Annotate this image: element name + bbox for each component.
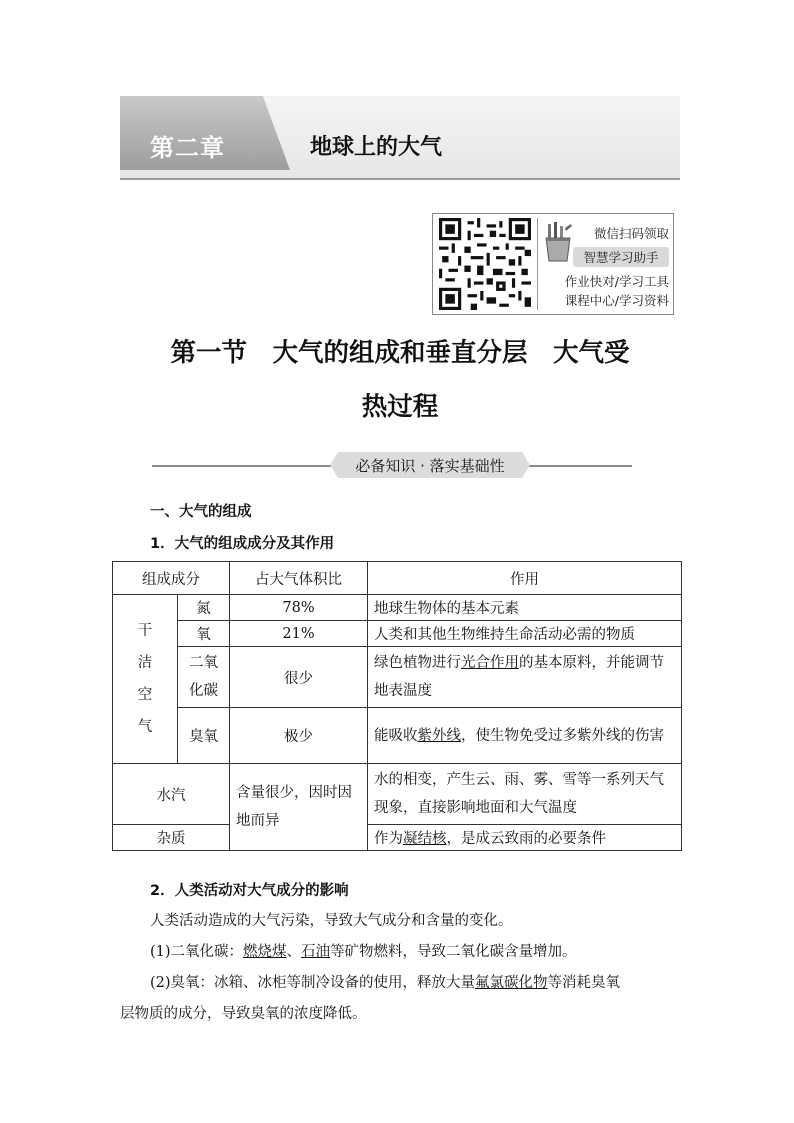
table-row: [113, 595, 682, 621]
component-name: 杂质: [113, 825, 230, 851]
component-role: 水的相变，产生云、雨、雾、雪等一系列天气现象，直接影响地面和大气温度: [368, 764, 682, 825]
table-row: [113, 825, 682, 851]
qr-caption-3: 作业快对/学习工具: [564, 274, 669, 289]
qr-caption-2: 智慧学习助手: [573, 247, 669, 267]
table-header-row: [113, 562, 682, 595]
key-term: 紫外线: [417, 727, 461, 744]
heading-human-impact: 2．人类活动对大气成分的影响: [150, 883, 349, 899]
qr-caption-1: 微信扫码领取: [593, 226, 669, 241]
component-role: 人类和其他生物维持生命活动必需的物质: [368, 621, 682, 647]
qr-caption-4: 课程中心/学习资料: [564, 293, 669, 308]
volume-ratio: 78%: [230, 595, 368, 621]
component-name: 氧: [178, 621, 230, 647]
table-header: 组成成分: [113, 562, 230, 595]
key-term: 光合作用: [461, 655, 519, 671]
component-role: 绿色植物进行光合作用的基本原料，并能调节地表温度: [368, 647, 682, 708]
paragraph-intro: 人类活动造成的大气污染，导致大气成分和含量的变化。: [150, 913, 513, 929]
table-header: 占大气体积比: [230, 562, 368, 595]
qr-divider: [537, 218, 538, 310]
key-term: 氟氯碳化物: [475, 975, 548, 991]
table-row: [113, 764, 682, 825]
paragraph-co2: (1)二氧化碳：燃烧煤、石油等矿物燃料，导致二氧化碳含量增加。: [150, 944, 577, 960]
qr-code[interactable]: [439, 218, 531, 310]
table-row: [113, 647, 682, 708]
banner-label: 必备知识 · 落实基础性: [355, 457, 505, 475]
key-term: 燃烧煤: [243, 944, 287, 960]
qr-panel[interactable]: [432, 213, 674, 315]
key-term: 凝结核: [403, 831, 447, 847]
volume-ratio: 21%: [230, 621, 368, 647]
paragraph-ozone-continued: 层物质的成分，导致臭氧的浓度降低。: [120, 1006, 367, 1022]
volume-ratio: 很少: [230, 647, 368, 708]
component-name: 二氧 化碳: [178, 647, 230, 708]
section-title-line-2: 热过程: [361, 392, 439, 422]
table-row: [113, 708, 682, 764]
component-role: 地球生物体的基本元素: [368, 595, 682, 621]
table-row: [113, 621, 682, 647]
component-role: 作为凝结核，是成云致雨的必要条件: [368, 825, 682, 851]
component-name: 氮: [178, 595, 230, 621]
chapter-divider: [120, 178, 680, 180]
section-title: [120, 326, 680, 434]
heading-atmosphere-composition: 一、大气的组成: [150, 504, 252, 520]
composition-table: [112, 561, 682, 851]
paragraph-ozone: (2)臭氧：冰箱、冰柜等制冷设备的使用，释放大量氟氯碳化物等消耗臭氧: [150, 975, 621, 991]
heading-components-and-roles: 1．大气的组成成分及其作用: [150, 536, 335, 552]
component-role: 能吸收紫外线，使生物免受过多紫外线的伤害: [368, 708, 682, 764]
volume-ratio: 极少: [230, 708, 368, 764]
chapter-number: 第二章: [150, 134, 225, 162]
chapter-title: 地球上的大气: [310, 135, 443, 160]
component-name: 臭氧: [178, 708, 230, 764]
volume-ratio: 含量很少，因时因地而异: [230, 764, 368, 851]
component-name: 水汽: [113, 764, 230, 825]
dry-air-label: 干 洁 空 气: [113, 595, 178, 764]
key-term: 石油: [301, 944, 331, 960]
table-header: 作用: [368, 562, 682, 595]
section-title-line-1: 第一节 大气的组成和垂直分层 大气受: [170, 338, 630, 368]
